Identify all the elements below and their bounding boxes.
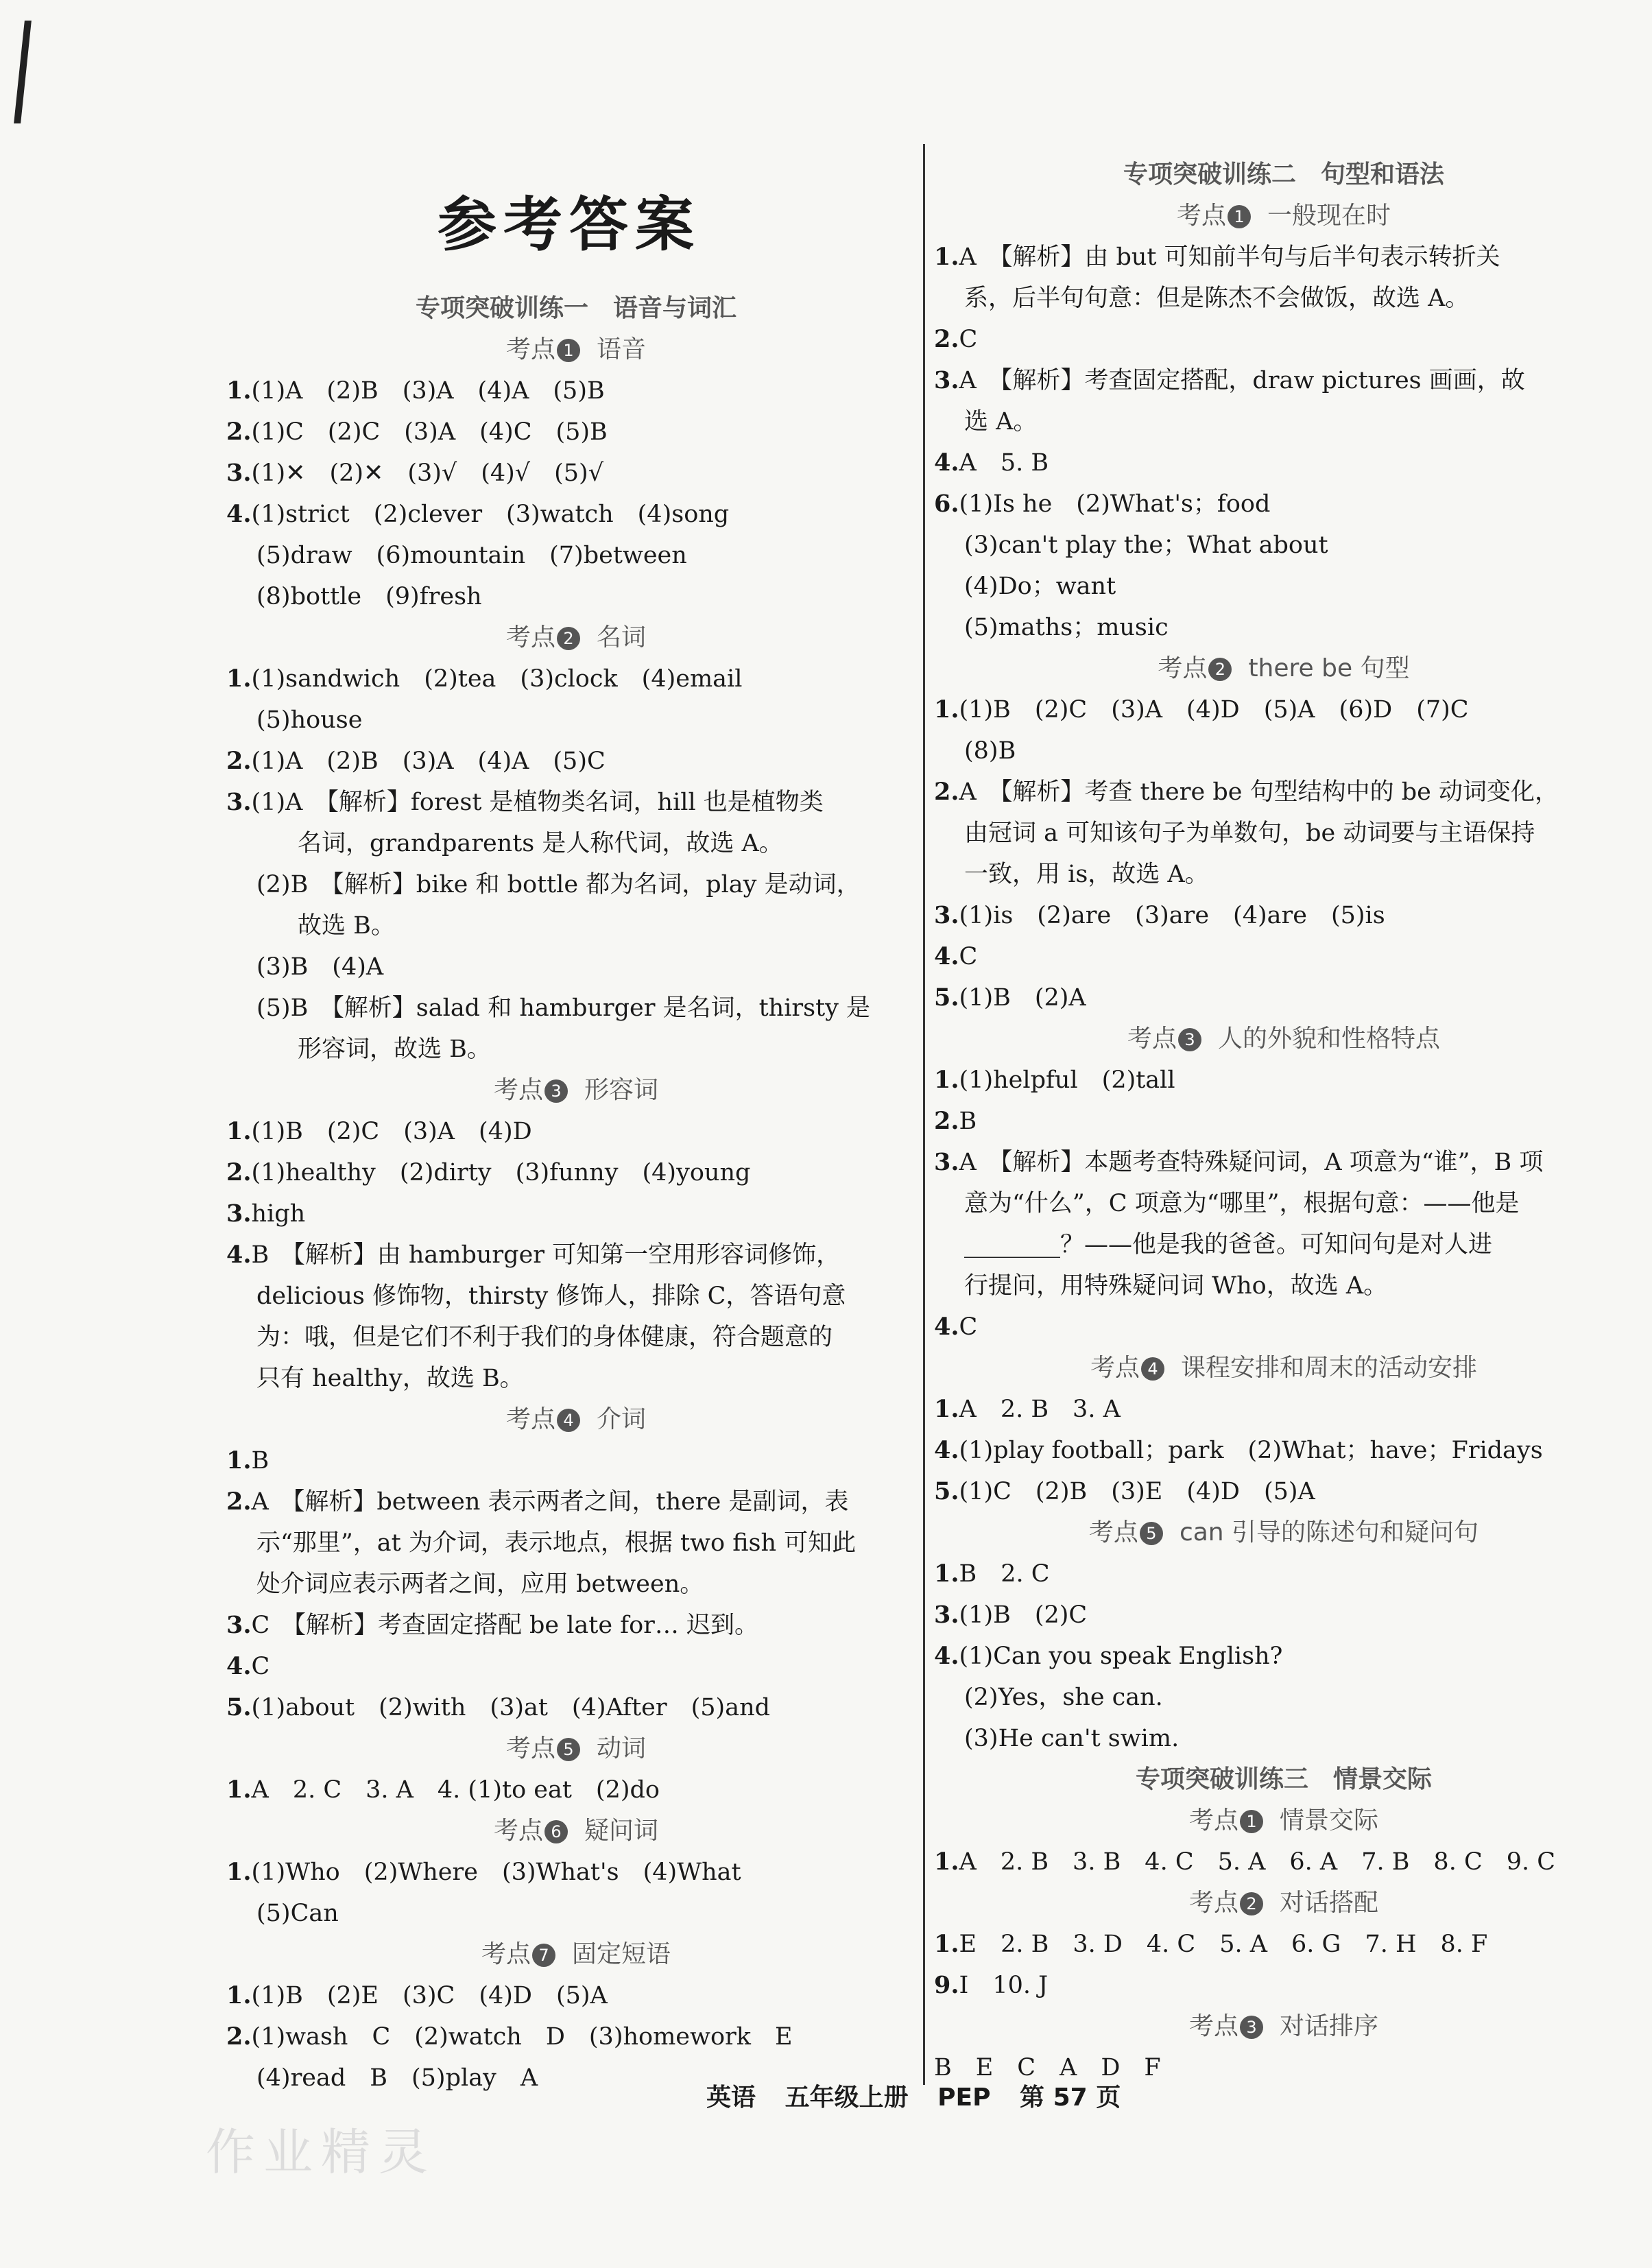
question-number: 1. [226, 377, 252, 405]
answer-line [226, 494, 905, 535]
topic-label: 考点 [1158, 654, 1208, 682]
answer-text: (2)Yes，she can. [964, 1684, 1163, 1711]
topic-label: 考点 [1188, 1806, 1238, 1835]
question-number: 4. [226, 1652, 252, 1680]
answer-line [226, 1564, 905, 1605]
answer-text: (1)is (2)are (3)are (4)are (5)is [959, 902, 1385, 929]
answer-text: 形容词，故选 B。 [298, 1036, 491, 1063]
footer-grade: 五年级上册 [785, 2084, 909, 2112]
question-number: 1. [934, 1066, 959, 1094]
answer-text: (1)sandwich (2)tea (3)clock (4)email [251, 665, 743, 693]
question-number: 1. [226, 1776, 252, 1804]
answer-text: 故选 B。 [298, 912, 395, 940]
left-column [226, 288, 905, 2099]
answer-text: (8)bottle (9)fresh [256, 583, 482, 610]
answer-text: (1)Is he (2)What's；food [959, 490, 1271, 518]
answer-text: C 【解析】考查固定搭配 be late for… 迟到。 [251, 1612, 759, 1639]
answer-line [226, 1029, 905, 1070]
answer-text: A 【解析】between 表示两者之间，there 是副词，表 [251, 1488, 849, 1516]
answer-text: (1)B (2)C (3)A (4)D [251, 1118, 532, 1145]
answer-line [934, 1142, 1613, 1183]
answer-text: C [959, 326, 978, 353]
topic-heading [955, 648, 1613, 689]
question-number: 2. [226, 1488, 252, 1516]
answer-line [934, 813, 1613, 854]
topic-label: 考点 [505, 335, 555, 363]
answer-line [934, 1224, 1613, 1265]
answer-line [226, 1152, 905, 1193]
topic-number-badge: 3 [1240, 2016, 1263, 2039]
topic-heading [955, 2006, 1613, 2047]
topic-number-badge: 4 [1141, 1357, 1164, 1381]
answer-line [934, 1306, 1613, 1348]
topic-number-badge: 3 [1178, 1028, 1201, 1051]
answer-line [934, 1677, 1613, 1718]
answer-line [934, 1060, 1613, 1101]
topic-title: 形容词 [584, 1076, 659, 1104]
section-heading: 专项突破训练三 情景交际 [1135, 1765, 1432, 1793]
answer-line [934, 360, 1613, 401]
answer-text: (1)Who (2)Where (3)What's (4)What [251, 1859, 741, 1886]
answer-text: C [959, 943, 978, 970]
answer-line [226, 988, 905, 1029]
answer-line [934, 1965, 1613, 2006]
topic-label: 考点 [1176, 202, 1226, 230]
topic-label: 考点 [1188, 1889, 1238, 1917]
question-number: 3. [226, 1199, 252, 1228]
answer-text: C [959, 1313, 978, 1341]
answer-line [934, 1471, 1613, 1512]
answer-text: A 2. B 3. A [959, 1396, 1121, 1423]
answer-line [934, 1595, 1613, 1636]
topic-label: 考点 [505, 1405, 555, 1433]
answer-line [226, 1317, 905, 1358]
question-number: 2. [934, 325, 959, 353]
question-number: 9. [934, 1971, 959, 1999]
answer-line [934, 936, 1613, 977]
answer-line [226, 1975, 905, 2016]
topic-heading [955, 1512, 1613, 1553]
answer-text: 名词，grandparents 是人称代词，故选 A。 [298, 830, 783, 857]
answer-line [226, 1234, 905, 1276]
question-number: 4. [226, 500, 252, 528]
question-number: 1. [934, 695, 959, 724]
answer-text: 为：哦，但是它们不利于我们的身体健康，符合题意的 [256, 1324, 833, 1351]
answer-line [226, 1523, 905, 1564]
answer-text: 只有 healthy，故选 B。 [256, 1365, 524, 1392]
topic-label: 考点 [1088, 1518, 1138, 1547]
answer-text: 意为“什么”，C 项意为“哪里”，根据句意：——他是 [964, 1190, 1520, 1217]
answer-text: (1)healthy (2)dirty (3)funny (4)young [251, 1159, 751, 1186]
question-number: 1. [934, 1848, 959, 1876]
answer-line [934, 1924, 1613, 1965]
binding-edge-mark [14, 21, 32, 123]
topic-number-badge: 6 [544, 1820, 568, 1843]
page-footer [706, 2078, 1141, 2113]
answer-line [226, 2016, 905, 2057]
answer-text: (1)A (2)B (3)A (4)A (5)C [251, 748, 606, 775]
question-number: 6. [934, 490, 959, 518]
topic-title: 对话排序 [1280, 2012, 1379, 2040]
question-number: 1. [226, 1117, 252, 1145]
question-number: 3. [934, 1601, 959, 1629]
topic-label: 考点 [1188, 2012, 1238, 2040]
answer-text: (1)helpful (2)tall [959, 1066, 1175, 1094]
topic-label: 考点 [493, 1817, 543, 1845]
answer-line [226, 1481, 905, 1523]
answer-text: (4)Do；want [964, 573, 1116, 600]
answer-text: 示“那里”，at 为介词，表示地点，根据 two fish 可知此 [256, 1529, 857, 1557]
topic-label: 考点 [1090, 1354, 1140, 1382]
answer-text: C [251, 1653, 270, 1680]
answer-text: A 2. C 3. A 4. (1)to eat (2)do [251, 1776, 660, 1804]
topic-title: 一般现在时 [1267, 202, 1391, 230]
answer-text: 由冠词 a 可知该句子为单数句，be 动词要与主语保持 [964, 820, 1535, 847]
answer-line [934, 1101, 1613, 1142]
answer-line [226, 741, 905, 782]
answer-line [934, 607, 1613, 648]
topic-heading [247, 1728, 905, 1769]
answer-line [226, 823, 905, 864]
answer-text: (3)can't play the；What about [964, 532, 1328, 559]
topic-number-badge: 2 [557, 627, 580, 650]
topic-heading [247, 1070, 905, 1111]
answer-text: (1)B (2)C (3)A (4)D (5)A (6)D (7)C [959, 696, 1469, 724]
topic-title: can 引导的陈述句和疑问句 [1179, 1518, 1479, 1547]
answer-text: (5)B 【解析】salad 和 hamburger 是名词，thirsty 是 [256, 994, 871, 1022]
answer-line [934, 1841, 1613, 1883]
answer-text: (1)play football；park (2)What；have；Fridays [959, 1437, 1543, 1464]
question-number: 5. [934, 983, 959, 1012]
topic-heading [247, 617, 905, 658]
topic-heading [955, 1348, 1613, 1389]
topic-number-badge: 5 [1140, 1522, 1163, 1545]
question-number: 2. [226, 747, 252, 775]
topic-heading [247, 1811, 905, 1852]
topic-title: 对话搭配 [1280, 1889, 1379, 1917]
answer-text: (3)B (4)A [256, 953, 384, 981]
answer-line [934, 772, 1613, 813]
question-number: 1. [226, 665, 252, 693]
answer-text: (4)read B (5)play A [256, 2064, 538, 2092]
answer-text: B 【解析】由 hamburger 可知第一空用形容词修饰， [251, 1241, 841, 1269]
answer-line [934, 689, 1613, 730]
answer-text: high [251, 1200, 306, 1228]
topic-title: 语音 [597, 335, 647, 363]
answer-line [226, 411, 905, 453]
answer-line [934, 1636, 1613, 1677]
footer-edition: PEP [937, 2084, 991, 2112]
answer-text: 处介词应表示两者之间，应用 between。 [256, 1571, 704, 1598]
topic-heading [247, 329, 905, 370]
page-title: 参考答案 [438, 191, 701, 259]
answer-text: B [251, 1447, 270, 1475]
answer-line [934, 730, 1613, 772]
answer-text: (1)C (2)C (3)A (4)C (5)B [251, 418, 608, 446]
answer-text: (1)strict (2)clever (3)watch (4)song [251, 501, 730, 528]
answer-text: (2)B 【解析】bike 和 bottle 都为名词，play 是动词， [256, 871, 861, 898]
answer-line [934, 442, 1613, 484]
question-number: 4. [226, 1241, 252, 1269]
answer-line [934, 1389, 1613, 1430]
answer-text: (1)C (2)B (3)E (4)D (5)A [959, 1478, 1315, 1505]
question-number: 4. [934, 942, 959, 970]
question-number: 3. [934, 1148, 959, 1176]
answer-line [934, 1430, 1613, 1471]
question-number: 2. [226, 1158, 252, 1186]
question-number: 1. [226, 1858, 252, 1886]
answer-line [226, 1440, 905, 1481]
question-number: 3. [934, 901, 959, 929]
answer-text: E 2. B 3. D 4. C 5. A 6. G 7. H 8. F [959, 1931, 1488, 1958]
answer-line [226, 1893, 905, 1934]
answer-line [226, 576, 905, 617]
topic-heading [247, 1934, 905, 1975]
answer-line [934, 401, 1613, 442]
answer-line [226, 1276, 905, 1317]
answer-text: A 5. B [959, 449, 1049, 477]
answer-text: (8)B [964, 737, 1016, 765]
question-number: 4. [934, 1436, 959, 1464]
question-number: 4. [934, 449, 959, 477]
column-divider [923, 144, 925, 2085]
question-number: 2. [934, 778, 959, 806]
answer-line [934, 278, 1613, 319]
question-number: 4. [934, 1642, 959, 1670]
answer-line [934, 319, 1613, 360]
question-number: 1. [934, 1395, 959, 1423]
topic-title: 动词 [597, 1734, 647, 1763]
answer-text: B [959, 1108, 977, 1135]
topic-number-badge: 2 [1208, 658, 1232, 681]
answer-text: 行提问，用特殊疑问词 Who，故选 A。 [964, 1272, 1388, 1300]
topic-title: 情景交际 [1280, 1806, 1379, 1835]
question-number: 5. [226, 1693, 252, 1721]
question-number: 1. [934, 243, 959, 271]
answer-line [934, 1553, 1613, 1595]
right-column [934, 154, 1613, 2088]
answer-text: (3)He can't swim. [964, 1725, 1180, 1752]
answer-text: (5)draw (6)mountain (7)between [256, 542, 687, 569]
answer-line [934, 1718, 1613, 1759]
answer-line [934, 1265, 1613, 1306]
answer-text: 系，后半句句意：但是陈杰不会做饭，故选 A。 [964, 285, 1470, 312]
topic-number-badge: 1 [1240, 1810, 1263, 1833]
answer-line [934, 977, 1613, 1018]
question-number: 2. [226, 418, 252, 446]
answer-text: A 【解析】考查 there be 句型结构中的 be 动词变化， [959, 778, 1559, 806]
answer-text: ________？——他是我的爸爸。可知问句是对人进 [964, 1231, 1493, 1258]
topic-number-badge: 2 [1240, 1892, 1263, 1915]
answer-line [226, 1358, 905, 1399]
answer-text: (5)house [256, 706, 363, 734]
answer-line [226, 1769, 905, 1811]
topic-heading [955, 1018, 1613, 1060]
answer-line [226, 658, 905, 700]
footer-subject: 英语 [706, 2084, 756, 2112]
answer-text: (1)✕ (2)✕ (3)√ (4)√ (5)√ [251, 459, 603, 487]
answer-line [226, 946, 905, 988]
section-heading: 专项突破训练二 句型和语法 [1123, 160, 1444, 189]
question-number: 5. [934, 1477, 959, 1505]
question-number: 3. [226, 788, 252, 816]
topic-number-badge: 7 [532, 1944, 555, 1967]
topic-heading [955, 1883, 1613, 1924]
topic-title: 介词 [597, 1405, 647, 1433]
question-number: 4. [934, 1313, 959, 1341]
topic-title: 疑问词 [584, 1817, 659, 1845]
question-number: 1. [934, 1560, 959, 1588]
topic-heading [247, 1399, 905, 1440]
answer-line [226, 864, 905, 905]
answer-line [226, 1193, 905, 1234]
answer-text: A 2. B 3. B 4. C 5. A 6. A 7. B 8. C 9. C [959, 1848, 1556, 1876]
answer-line [226, 453, 905, 494]
answer-line [226, 905, 905, 946]
answer-text: (1)B (2)E (3)C (4)D (5)A [251, 1982, 608, 2009]
topic-label: 考点 [505, 1734, 555, 1763]
answer-line [226, 1646, 905, 1687]
answer-text: (5)maths；music [964, 614, 1169, 641]
topic-number-badge: 5 [557, 1738, 580, 1761]
section-heading: 专项突破训练一 语音与词汇 [415, 294, 737, 322]
answer-line [226, 535, 905, 576]
topic-label: 考点 [505, 623, 555, 652]
topic-number-badge: 1 [1228, 205, 1251, 228]
answer-text: (1)wash C (2)watch D (3)homework E [251, 2023, 793, 2051]
answer-text: (1)A (2)B (3)A (4)A (5)B [251, 377, 605, 405]
answer-text: 选 A。 [964, 408, 1038, 435]
question-number: 2. [226, 2022, 252, 2051]
topic-title: 固定短语 [572, 1940, 671, 1968]
topic-title: 名词 [597, 623, 647, 652]
answer-line [934, 484, 1613, 525]
answer-line [226, 370, 905, 411]
topic-label: 考点 [493, 1076, 543, 1104]
topic-title: there be 句型 [1248, 654, 1410, 682]
answer-text: B 2. C [959, 1560, 1050, 1588]
answer-line [934, 1183, 1613, 1224]
question-number: 3. [226, 1611, 252, 1639]
answer-text: (5)Can [256, 1900, 339, 1927]
question-number: 3. [226, 459, 252, 487]
answer-line [934, 566, 1613, 607]
topic-label: 考点 [481, 1940, 531, 1968]
answer-text: B E C A D F [934, 2054, 1161, 2081]
answer-line [226, 1605, 905, 1646]
topic-label: 考点 [1127, 1025, 1177, 1053]
answer-text: (1)about (2)with (3)at (4)After (5)and [251, 1694, 771, 1721]
answer-text: (1)A 【解析】forest 是植物类名词，hill 也是植物类 [251, 789, 824, 816]
answer-text: 一致，用 is，故选 A。 [964, 861, 1209, 888]
answer-text: A 【解析】由 but 可知前半句与后半句表示转折关 [959, 243, 1500, 271]
question-number: 2. [934, 1107, 959, 1135]
answer-line [226, 1687, 905, 1728]
watermark: 作业精灵 [206, 2123, 437, 2181]
topic-title: 课程安排和周末的活动安排 [1181, 1354, 1478, 1382]
topic-heading [955, 1800, 1613, 1841]
answer-line [226, 1852, 905, 1893]
answer-line [934, 525, 1613, 566]
answer-text: A 【解析】考查固定搭配，draw pictures 画画，故 [959, 367, 1525, 394]
answer-text: (1)B (2)C [959, 1601, 1088, 1629]
question-number: 1. [226, 1981, 252, 2009]
answer-line [934, 237, 1613, 278]
answer-line [226, 1111, 905, 1152]
footer-page: 第 57 页 [1020, 2084, 1121, 2112]
answer-text: I 10. J [959, 1972, 1049, 1999]
topic-number-badge: 4 [557, 1409, 580, 1432]
answer-text: A 【解析】本题考查特殊疑问词，A 项意为“谁”，B 项 [959, 1149, 1544, 1176]
answer-line [934, 895, 1613, 936]
question-number: 1. [226, 1446, 252, 1475]
topic-title: 人的外貌和性格特点 [1218, 1025, 1441, 1053]
topic-heading [955, 195, 1613, 237]
topic-number-badge: 1 [557, 339, 580, 362]
answer-text: delicious 修饰物，thirsty 修饰人，排除 C，答语句意 [256, 1282, 846, 1310]
answer-text: (1)Can you speak English? [959, 1643, 1283, 1670]
question-number: 1. [934, 1930, 959, 1958]
answer-text: (1)B (2)A [959, 984, 1086, 1012]
answer-line [934, 854, 1613, 895]
question-number: 3. [934, 366, 959, 394]
answer-line [226, 700, 905, 741]
answer-line [226, 782, 905, 823]
topic-number-badge: 3 [544, 1079, 568, 1103]
